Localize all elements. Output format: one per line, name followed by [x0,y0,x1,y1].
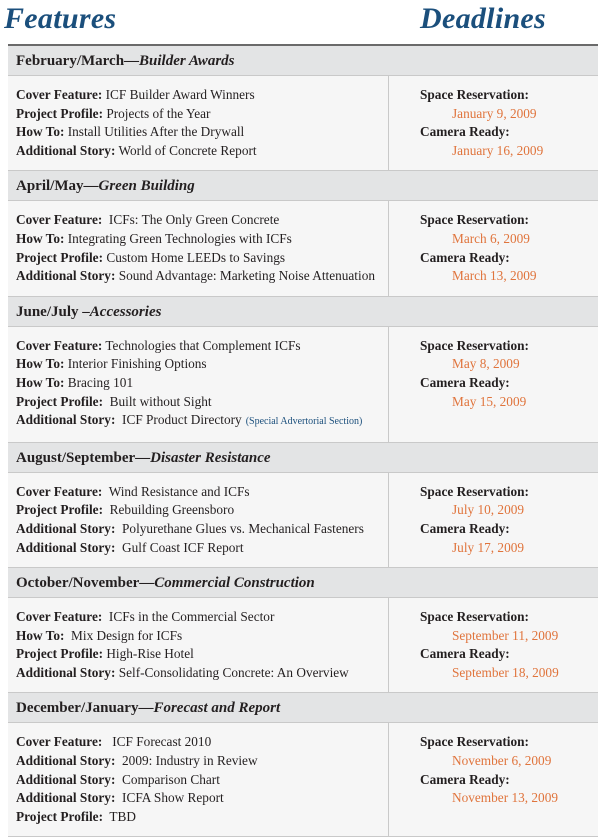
feature-item [16,142,388,161]
issue-period: April/May— [16,178,99,195]
page-header [0,0,600,44]
feature-label: Cover Feature: [16,609,103,625]
features-column [8,723,389,836]
feature-text: Wind Resistance and ICFs [102,483,250,499]
feature-item [16,249,388,268]
feature-item [16,355,388,374]
feature-text: ICF Product Directory [115,412,242,428]
feature-text: Polyurethane Glues vs. Mechanical Fasteners [115,520,364,536]
feature-label: How To: [16,230,65,246]
section-body [8,327,598,443]
feature-text: ICFA Show Report [115,790,224,806]
feature-label: Project Profile: [16,105,103,121]
feature-item [16,393,388,412]
feature-label: Additional Story: [16,412,116,428]
feature-note: (Special Advertorial Section) [245,416,363,428]
feature-item [16,771,388,790]
space-reservation-date: March 6, 2009 [452,230,530,246]
feature-text: ICF Builder Award Winners [102,87,255,102]
feature-text: Install Utilities After the Drywall [64,124,245,140]
feature-item [16,230,388,249]
feature-label: Project Profile: [16,249,103,265]
space-reservation-label: Space Reservation: [420,734,529,750]
section-body [8,473,598,568]
space-reservation-label: Space Reservation: [420,87,529,102]
camera-ready-label: Camera Ready: [420,771,510,787]
feature-label: How To: [16,374,65,390]
features-heading: Features [4,2,117,35]
feature-item [16,627,388,646]
feature-label: Cover Feature: [16,337,103,353]
feature-text: ICFs: The Only Green Concrete [102,212,280,228]
feature-item [16,539,388,558]
feature-label: Additional Story: [16,664,116,680]
features-column [8,598,389,692]
feature-label: Project Profile: [16,808,103,824]
section-title [8,297,598,327]
section-body [8,723,598,837]
section-title [8,443,598,473]
space-reservation-date: November 6, 2009 [452,753,552,769]
section-title [8,693,598,723]
issue-period: October/November— [16,575,155,592]
features-column [8,201,389,295]
feature-item [16,645,388,664]
camera-ready-label: Camera Ready: [420,249,510,265]
feature-label: Project Profile: [16,646,103,662]
space-reservation-label: Space Reservation: [420,337,529,353]
issue-theme: Forecast and Report [153,700,281,717]
feature-item [16,733,388,752]
feature-item [16,337,388,356]
features-column [8,76,389,170]
feature-label: Project Profile: [16,393,103,409]
feature-label: Cover Feature: [16,212,103,228]
feature-text: ICF Forecast 2010 [102,734,212,750]
features-column [8,473,389,567]
space-reservation-label: Space Reservation: [420,483,529,499]
feature-text: World of Concrete Report [115,142,257,158]
space-reservation-date: July 10, 2009 [452,502,525,518]
deadlines-heading: Deadlines [420,2,547,35]
feature-text: 2009: Industry in Review [115,753,258,769]
editorial-schedule-table [8,44,598,837]
deadlines-column [389,201,598,295]
feature-item [16,752,388,771]
camera-ready-date: March 13, 2009 [452,268,537,284]
feature-text: Integrating Green Technologies with ICFs [64,230,292,246]
feature-text: Technologies that Complement ICFs [102,337,301,353]
feature-item [16,211,388,230]
feature-text: Rebuilding Greensboro [103,502,235,518]
space-reservation-label: Space Reservation: [420,212,529,228]
feature-item [16,105,388,124]
section-body [8,201,598,296]
feature-label: Cover Feature: [16,87,103,102]
feature-item [16,808,388,827]
feature-label: Additional Story: [16,753,116,769]
deadlines-column [389,76,598,170]
feature-item [16,789,388,808]
space-reservation-date: January 9, 2009 [452,105,537,121]
feature-label: How To: [16,356,65,372]
feature-label: Additional Story: [16,520,116,536]
space-reservation-label: Space Reservation: [420,609,529,625]
feature-label: Cover Feature: [16,734,103,750]
feature-text: Self-Consolidating Concrete: An Overview [115,664,349,680]
feature-text: Interior Finishing Options [64,356,207,372]
section-title [8,171,598,201]
camera-ready-label: Camera Ready: [420,520,510,536]
deadlines-column [389,473,598,567]
space-reservation-date: September 11, 2009 [452,627,559,643]
feature-text: Gulf Coast ICF Report [115,539,244,555]
feature-label: Additional Story: [16,771,116,787]
issue-period: February/March— [16,53,140,69]
section-body [8,598,598,693]
camera-ready-date: September 18, 2009 [452,664,559,680]
camera-ready-date: May 15, 2009 [452,393,527,409]
issue-theme: Commercial Construction [154,575,315,592]
issue-theme: Accessories [89,303,162,320]
deadlines-column [389,723,598,836]
features-column [8,327,389,442]
feature-item [16,664,388,683]
issue-theme: Disaster Resistance [150,449,271,466]
feature-text: Mix Design for ICFs [64,627,183,643]
feature-item [16,86,388,105]
feature-text: High-Rise Hotel [103,646,194,662]
section-title [8,568,598,598]
feature-text: TBD [103,808,137,824]
feature-item [16,123,388,142]
camera-ready-date: July 17, 2009 [452,539,525,555]
camera-ready-label: Camera Ready: [420,124,510,140]
feature-label: Additional Story: [16,539,116,555]
camera-ready-date: January 16, 2009 [452,142,544,158]
feature-label: How To: [16,627,65,643]
feature-label: Project Profile: [16,502,103,518]
issue-theme: Builder Awards [139,53,235,69]
feature-text: ICFs in the Commercial Sector [102,609,275,625]
camera-ready-label: Camera Ready: [420,646,510,662]
section-body [8,76,598,171]
feature-text: Projects of the Year [103,105,211,121]
camera-ready-label: Camera Ready: [420,374,510,390]
feature-text: Bracing 101 [64,374,134,390]
feature-text: Sound Advantage: Marketing Noise Attenuation [115,268,375,284]
issue-period: June/July – [16,303,90,320]
feature-item [16,501,388,520]
feature-item [16,608,388,627]
feature-label: Additional Story: [16,268,116,284]
deadlines-column [389,598,598,692]
feature-label: How To: [16,124,65,140]
feature-text: Comparison Chart [115,771,220,787]
feature-item [16,267,388,286]
issue-period: August/September— [16,449,151,466]
feature-item [16,411,388,432]
issue-theme: Green Building [98,178,195,195]
feature-item [16,374,388,393]
feature-item [16,483,388,502]
feature-text: Custom Home LEEDs to Savings [103,249,286,265]
feature-text: Built without Sight [103,393,212,409]
space-reservation-date: May 8, 2009 [452,356,520,372]
feature-label: Additional Story: [16,142,116,158]
deadlines-column [389,327,598,442]
feature-item [16,520,388,539]
issue-period: December/January— [16,700,154,717]
feature-label: Cover Feature: [16,483,103,499]
section-title [8,46,598,76]
camera-ready-date: November 13, 2009 [452,790,558,806]
feature-label: Additional Story: [16,790,116,806]
